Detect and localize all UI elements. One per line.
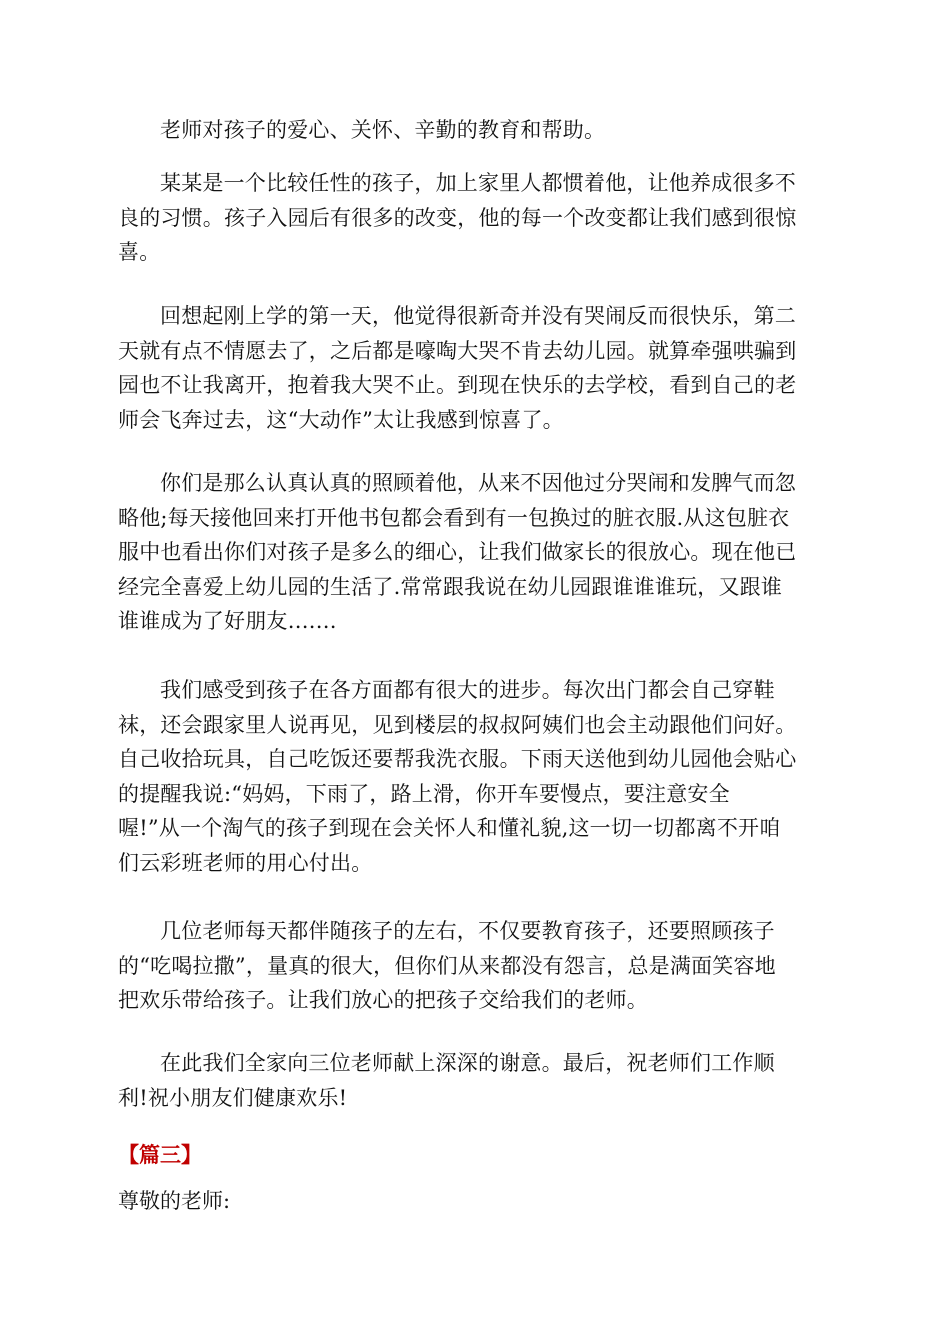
paragraph-line: 你们是那么认真认真的照顾着他，从来不因他过分哭闹和发脾气而忽 [160,471,796,495]
paragraph-2 [118,166,833,270]
paragraph-line: 某某是一个比较任性的孩子，加上家里人都惯着他，让他养成很多不 [160,171,796,195]
paragraph-line: 经完全喜爱上幼儿园的生活了.常常跟我说在幼儿园跟谁谁谁玩，又跟谁 [118,574,783,599]
paragraph-6 [118,914,833,1018]
paragraph-line: 天就有点不情愿去了，之后都是嚎啕大哭不肯去幼儿园。就算牵强哄骗到 [118,338,797,363]
paragraph-line: 把欢乐带给孩子。让我们放心的把孩子交给我们的老师。 [118,988,648,1012]
paragraph-line: 利!祝小朋友们健康欢乐! [118,1085,348,1110]
paragraph-line: 喔!”从一个淘气的孩子到现在会关怀人和懂礼貌,这一切一切都离不开咱 [118,816,781,840]
paragraph-line: 良的习惯。孩子入园后有很多的改变，他的每一个改变都让我们感到很惊 [118,205,797,230]
paragraph-7 [118,1046,833,1115]
paragraph-line: 的提醒我说:“妈妈，下雨了，路上滑，你开车要慢点，要注意安全 [118,781,730,806]
salutation: 尊敬的老师: [118,1189,231,1213]
paragraph-line: 几位老师每天都伴随孩子的左右，不仅要教育孩子，还要照顾孩子 [160,919,775,943]
paragraph-line: 谁谁成为了好朋友….… [118,609,337,633]
paragraph-3 [118,299,833,437]
section-heading: 【篇三】 [118,1143,202,1167]
paragraph-line: 师会飞奔过去，这“大动作”太让我感到惊喜了。 [118,407,564,432]
paragraph-line: 略他;每天接他回来打开他书包都会看到有一包换过的脏衣服.从这包脏衣 [118,505,790,530]
paragraph-4 [118,466,833,639]
paragraph-line: 回想起刚上学的第一天，他觉得很新奇并没有哭闹反而很快乐，第二 [160,304,796,328]
paragraph-line: 园也不让我离开，抱着我大哭不止。到现在快乐的去学校，看到自己的老 [118,373,797,397]
paragraph-line: 服中也看出你们对孩子是多么的细心，让我们做家长的很放心。现在他已 [118,540,797,564]
paragraph-line: 老师对孩子的爱心、关怀、辛勤的教育和帮助。 [160,118,606,142]
paragraph-line: 在此我们全家向三位老师献上深深的谢意。最后，祝老师们工作顺 [160,1051,775,1075]
paragraph-line: 喜。 [118,240,161,264]
paragraph-5 [118,673,833,880]
paragraph-1 [118,113,833,148]
paragraph-line: 我们感受到孩子在各方面都有很大的进步。每次出门都会自己穿鞋 [160,678,775,702]
paragraph-line: 的“吃喝拉撒”，量真的很大，但你们从来都没有怨言，总是满面笑容地 [118,953,776,978]
paragraph-line: 自己收拾玩具，自己吃饭还要帮我洗衣服。下雨天送他到幼儿园他会贴心 [118,747,797,771]
paragraph-line: 袜，还会跟家里人说再见，见到楼层的叔叔阿姨们也会主动跟他们问好。 [118,712,797,737]
paragraph-line: 们云彩班老师的用心付出。 [118,850,373,875]
